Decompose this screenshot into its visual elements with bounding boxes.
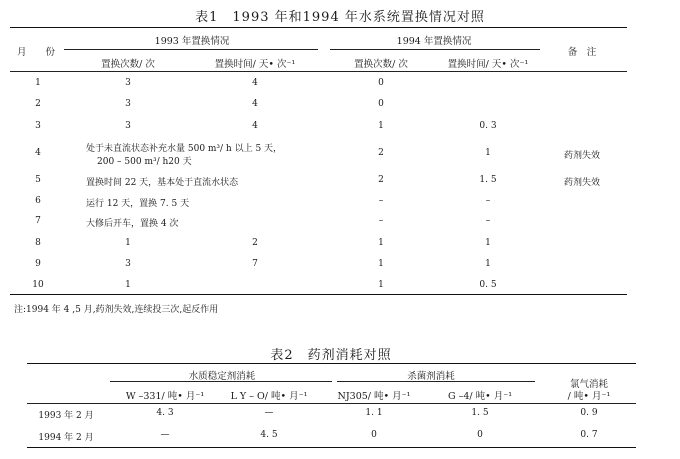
table1-row8-month: 8 [35, 238, 41, 248]
table1-row3-count1993: 3 [125, 121, 131, 131]
table2-header-stabilizer: 水质稳定剂消耗 [188, 371, 256, 382]
table1-row5-remark: 药剂失效 [563, 178, 601, 188]
table2-row1-nj305: 1. 1 [365, 408, 383, 418]
table1-header-time-1993: 置换时间/ 天• 次⁻¹ [214, 59, 296, 70]
table1-row5-count1994: 2 [378, 175, 384, 185]
table2-header-nj305: NJ305/ 吨• 月⁻¹ [337, 391, 411, 402]
table1-row9-count1993: 3 [125, 259, 131, 269]
table2-row2-chlorine: 0. 7 [580, 430, 598, 440]
table2-header-rule [27, 403, 636, 404]
table2-row2-g4: 0 [477, 430, 483, 440]
table1-row4-time1994: 1 [485, 148, 491, 158]
table1-row4-note1993-line1: 处于未直流状态补充水量 500 m³/ h 以上 5 天， [86, 144, 283, 154]
table1-row6-count1994: – [378, 196, 384, 206]
table1-header-count-1994: 置换次数/ 次 [354, 59, 408, 70]
table1-row4-month: 4 [35, 148, 41, 158]
table2-row1-period: 1993 年 2 月 [38, 411, 94, 421]
table1-row9-time1994: 1 [485, 259, 491, 269]
table2-header-w331: W –331/ 吨• 月⁻¹ [125, 391, 205, 402]
table1-header-count-1993: 置换次数/ 次 [101, 59, 155, 70]
table2-row1-lyo: — [264, 408, 274, 418]
table1-row4-note1993-line2: 200 – 500 m³/ h20 天 [97, 157, 192, 167]
table1-row8-time1993: 2 [252, 238, 258, 248]
table1-row10-time1994: 0. 5 [479, 280, 497, 290]
table1-row3-time1993: 4 [252, 121, 258, 131]
table1-row8-time1994: 1 [485, 238, 491, 248]
table2-row2-w331: — [160, 430, 170, 440]
table2-header-chlorine: 氯气消耗 [569, 379, 609, 390]
table1-1993-group-rule [64, 49, 318, 50]
table2-title: 表2 药剂消耗对照 [270, 348, 392, 363]
table1-header-1993: 1993 年置换情况 [154, 36, 230, 47]
table1-footnote: 注:1994 年 4 ,5 月,药剂失效,连续投三次,起反作用 [14, 305, 219, 315]
table1-row6-note1993: 运行 12 天，置换 7. 5 天 [86, 199, 190, 209]
table1-row1-month: 1 [35, 78, 41, 88]
table1-row7-note1993: 大修后开车，置换 4 次 [86, 219, 179, 229]
table1-bottom-rule [10, 294, 627, 295]
table2-row1-chlorine: 0. 9 [580, 408, 598, 418]
table2-header-g4: G –4/ 吨• 月⁻¹ [447, 391, 513, 402]
table1-1994-group-rule [330, 49, 540, 50]
table1-row3-month: 3 [35, 121, 41, 131]
table1-row9-count1994: 1 [378, 259, 384, 269]
table1-row10-month: 10 [32, 280, 44, 290]
table1-header-time-1994: 置换时间/ 天• 次⁻¹ [447, 59, 529, 70]
table2-bottom-rule [27, 447, 636, 448]
table2-row2-period: 1994 年 2 月 [38, 433, 94, 443]
table1-row6-time1994: – [485, 196, 491, 206]
table1-row6-month: 6 [35, 196, 41, 206]
table1-row2-time1993: 4 [252, 99, 258, 109]
table1-header-rule [10, 71, 627, 72]
table1-header-1994: 1994 年置换情况 [396, 36, 472, 47]
table1-row4-count1994: 2 [378, 148, 384, 158]
table1-row2-month: 2 [35, 99, 41, 109]
table2-header-bactericide: 杀菌剂消耗 [407, 371, 455, 382]
table1-row8-count1994: 1 [378, 238, 384, 248]
table1-title: 表1 1993 年和1994 年水系统置换情况对照 [195, 10, 485, 25]
table1-row3-time1994: 0. 3 [479, 121, 497, 131]
table1-row10-count1993: 1 [125, 280, 131, 290]
table1-row5-note1993: 置换时间 22 天，基本处于直流水状态 [86, 178, 239, 188]
table1-row5-month: 5 [35, 175, 41, 185]
table1-header-remark: 备 注 [567, 47, 597, 58]
table1-row9-time1993: 7 [252, 259, 258, 269]
table2-row2-lyo: 4. 5 [260, 430, 278, 440]
table1-row3-count1994: 1 [378, 121, 384, 131]
table1-row1-count1993: 3 [125, 78, 131, 88]
table2-bactericide-group-rule [337, 381, 535, 382]
table1-row9-month: 9 [35, 259, 41, 269]
table1-row8-count1993: 1 [125, 238, 131, 248]
table2-header-chlorine-unit: / 吨• 月⁻¹ [567, 391, 611, 402]
table1-row2-count1993: 3 [125, 99, 131, 109]
table1-row2-count1994: 0 [378, 99, 384, 109]
table1-row1-time1993: 4 [252, 78, 258, 88]
table1-row7-time1994: – [485, 216, 491, 226]
table2-row1-w331: 4. 3 [156, 408, 174, 418]
table1-header-month: 月 份 [17, 47, 56, 58]
table1-row10-count1994: 1 [378, 280, 384, 290]
table2-row2-nj305: 0 [371, 430, 377, 440]
table2-header-lyo: L Y – O/ 吨• 月⁻¹ [230, 391, 308, 402]
table1-row5-time1994: 1. 5 [479, 175, 497, 185]
table1-row7-count1994: – [378, 216, 384, 226]
table2-top-rule [27, 363, 636, 364]
table1-row1-count1994: 0 [378, 78, 384, 88]
table1-row7-month: 7 [35, 216, 41, 226]
table2-stabilizer-group-rule [110, 381, 332, 382]
table1-row4-remark: 药剂失效 [563, 151, 601, 161]
table1-top-rule [10, 27, 627, 28]
table2-row1-g4: 1. 5 [471, 408, 489, 418]
